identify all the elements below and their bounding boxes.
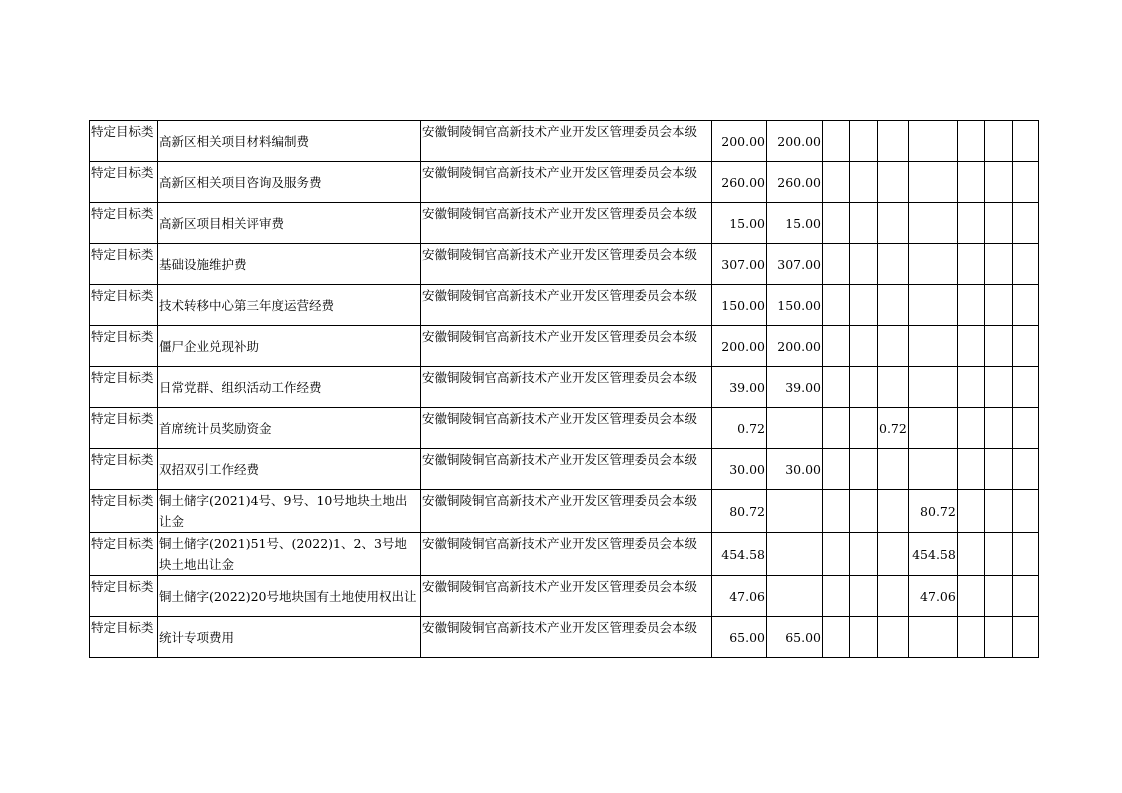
total-amount-cell: 260.00 [712, 162, 767, 203]
amount-cell-3 [850, 162, 878, 203]
category-cell: 特定目标类 [90, 533, 158, 576]
amount-cell-8 [1012, 121, 1038, 162]
amount-cell-4 [878, 244, 909, 285]
table-row [90, 326, 1039, 367]
amount-cell-8 [1012, 449, 1038, 490]
amount-cell-2 [823, 244, 850, 285]
unit-name-cell: 安徽铜陵铜官高新技术产业开发区管理委员会本级 [421, 617, 712, 658]
amount-cell-7 [984, 576, 1012, 617]
amount-cell-1: 39.00 [767, 367, 823, 408]
amount-cell-1: 15.00 [767, 203, 823, 244]
amount-cell-7 [984, 533, 1012, 576]
amount-cell-6 [957, 617, 984, 658]
unit-name-cell: 安徽铜陵铜官高新技术产业开发区管理委员会本级 [421, 244, 712, 285]
category-cell: 特定目标类 [90, 408, 158, 449]
amount-cell-7 [984, 449, 1012, 490]
amount-cell-1: 200.00 [767, 121, 823, 162]
unit-name-cell: 安徽铜陵铜官高新技术产业开发区管理委员会本级 [421, 326, 712, 367]
amount-cell-6 [957, 203, 984, 244]
amount-cell-5 [908, 367, 957, 408]
amount-cell-7 [984, 367, 1012, 408]
table-row [90, 617, 1039, 658]
amount-cell-3 [850, 367, 878, 408]
amount-cell-6 [957, 533, 984, 576]
amount-cell-2 [823, 285, 850, 326]
amount-cell-7 [984, 326, 1012, 367]
category-cell: 特定目标类 [90, 244, 158, 285]
category-cell: 特定目标类 [90, 367, 158, 408]
amount-cell-5 [908, 617, 957, 658]
table-row [90, 203, 1039, 244]
amount-cell-8 [1012, 162, 1038, 203]
table-row [90, 162, 1039, 203]
project-name-cell: 铜土储字(2022)20号地块国有土地使用权出让 [158, 576, 421, 617]
amount-cell-2 [823, 449, 850, 490]
total-amount-cell: 80.72 [712, 490, 767, 533]
amount-cell-1 [767, 576, 823, 617]
amount-cell-2 [823, 121, 850, 162]
total-amount-cell: 47.06 [712, 576, 767, 617]
project-name-cell: 统计专项费用 [158, 617, 421, 658]
table-row [90, 408, 1039, 449]
amount-cell-4 [878, 617, 909, 658]
amount-cell-1: 150.00 [767, 285, 823, 326]
unit-name-cell: 安徽铜陵铜官高新技术产业开发区管理委员会本级 [421, 449, 712, 490]
amount-cell-5 [908, 244, 957, 285]
amount-cell-7 [984, 408, 1012, 449]
table-row [90, 285, 1039, 326]
amount-cell-8 [1012, 326, 1038, 367]
amount-cell-1 [767, 490, 823, 533]
amount-cell-4 [878, 533, 909, 576]
amount-cell-8 [1012, 367, 1038, 408]
category-cell: 特定目标类 [90, 285, 158, 326]
project-name-cell: 基础设施维护费 [158, 244, 421, 285]
amount-cell-3 [850, 285, 878, 326]
total-amount-cell: 30.00 [712, 449, 767, 490]
amount-cell-7 [984, 121, 1012, 162]
amount-cell-8 [1012, 490, 1038, 533]
amount-cell-4: 0.72 [878, 408, 909, 449]
amount-cell-8 [1012, 408, 1038, 449]
amount-cell-7 [984, 617, 1012, 658]
amount-cell-2 [823, 162, 850, 203]
amount-cell-6 [957, 121, 984, 162]
amount-cell-4 [878, 326, 909, 367]
amount-cell-3 [850, 244, 878, 285]
amount-cell-3 [850, 490, 878, 533]
unit-name-cell: 安徽铜陵铜官高新技术产业开发区管理委员会本级 [421, 121, 712, 162]
amount-cell-2 [823, 367, 850, 408]
table-row [90, 490, 1039, 533]
amount-cell-5 [908, 285, 957, 326]
amount-cell-8 [1012, 617, 1038, 658]
table-row [90, 367, 1039, 408]
unit-name-cell: 安徽铜陵铜官高新技术产业开发区管理委员会本级 [421, 367, 712, 408]
unit-name-cell: 安徽铜陵铜官高新技术产业开发区管理委员会本级 [421, 490, 712, 533]
budget-table [89, 120, 1039, 658]
amount-cell-1: 260.00 [767, 162, 823, 203]
unit-name-cell: 安徽铜陵铜官高新技术产业开发区管理委员会本级 [421, 162, 712, 203]
amount-cell-7 [984, 244, 1012, 285]
amount-cell-3 [850, 533, 878, 576]
project-name-cell: 高新区项目相关评审费 [158, 203, 421, 244]
amount-cell-4 [878, 203, 909, 244]
amount-cell-5: 80.72 [908, 490, 957, 533]
amount-cell-2 [823, 490, 850, 533]
amount-cell-3 [850, 408, 878, 449]
amount-cell-4 [878, 162, 909, 203]
amount-cell-5 [908, 449, 957, 490]
amount-cell-7 [984, 162, 1012, 203]
amount-cell-8 [1012, 533, 1038, 576]
amount-cell-5 [908, 121, 957, 162]
project-name-cell: 首席统计员奖励资金 [158, 408, 421, 449]
table-row [90, 533, 1039, 576]
total-amount-cell: 39.00 [712, 367, 767, 408]
amount-cell-8 [1012, 244, 1038, 285]
category-cell: 特定目标类 [90, 121, 158, 162]
unit-name-cell: 安徽铜陵铜官高新技术产业开发区管理委员会本级 [421, 203, 712, 244]
total-amount-cell: 307.00 [712, 244, 767, 285]
amount-cell-8 [1012, 285, 1038, 326]
amount-cell-3 [850, 326, 878, 367]
category-cell: 特定目标类 [90, 490, 158, 533]
amount-cell-2 [823, 203, 850, 244]
amount-cell-6 [957, 285, 984, 326]
total-amount-cell: 65.00 [712, 617, 767, 658]
table-body [90, 121, 1039, 658]
category-cell: 特定目标类 [90, 162, 158, 203]
amount-cell-2 [823, 408, 850, 449]
amount-cell-4 [878, 449, 909, 490]
amount-cell-4 [878, 121, 909, 162]
unit-name-cell: 安徽铜陵铜官高新技术产业开发区管理委员会本级 [421, 533, 712, 576]
project-name-cell: 铜土储字(2021)4号、9号、10号地块土地出让金 [158, 490, 421, 533]
amount-cell-1: 30.00 [767, 449, 823, 490]
unit-name-cell: 安徽铜陵铜官高新技术产业开发区管理委员会本级 [421, 576, 712, 617]
amount-cell-4 [878, 490, 909, 533]
amount-cell-6 [957, 449, 984, 490]
amount-cell-3 [850, 121, 878, 162]
amount-cell-2 [823, 326, 850, 367]
project-name-cell: 高新区相关项目材料编制费 [158, 121, 421, 162]
amount-cell-5: 47.06 [908, 576, 957, 617]
project-name-cell: 高新区相关项目咨询及服务费 [158, 162, 421, 203]
amount-cell-2 [823, 533, 850, 576]
project-name-cell: 僵尸企业兑现补助 [158, 326, 421, 367]
amount-cell-6 [957, 408, 984, 449]
table-row [90, 244, 1039, 285]
amount-cell-2 [823, 576, 850, 617]
amount-cell-6 [957, 162, 984, 203]
amount-cell-6 [957, 490, 984, 533]
amount-cell-1: 65.00 [767, 617, 823, 658]
amount-cell-1 [767, 533, 823, 576]
amount-cell-6 [957, 367, 984, 408]
amount-cell-5: 454.58 [908, 533, 957, 576]
amount-cell-3 [850, 449, 878, 490]
amount-cell-1 [767, 408, 823, 449]
category-cell: 特定目标类 [90, 203, 158, 244]
amount-cell-3 [850, 203, 878, 244]
unit-name-cell: 安徽铜陵铜官高新技术产业开发区管理委员会本级 [421, 408, 712, 449]
category-cell: 特定目标类 [90, 617, 158, 658]
table-row [90, 449, 1039, 490]
amount-cell-5 [908, 326, 957, 367]
project-name-cell: 技术转移中心第三年度运营经费 [158, 285, 421, 326]
amount-cell-1: 200.00 [767, 326, 823, 367]
amount-cell-3 [850, 617, 878, 658]
amount-cell-5 [908, 203, 957, 244]
amount-cell-6 [957, 576, 984, 617]
total-amount-cell: 150.00 [712, 285, 767, 326]
project-name-cell: 双招双引工作经费 [158, 449, 421, 490]
amount-cell-7 [984, 285, 1012, 326]
amount-cell-2 [823, 617, 850, 658]
amount-cell-8 [1012, 203, 1038, 244]
project-name-cell: 日常党群、组织活动工作经费 [158, 367, 421, 408]
total-amount-cell: 200.00 [712, 121, 767, 162]
total-amount-cell: 200.00 [712, 326, 767, 367]
amount-cell-4 [878, 576, 909, 617]
unit-name-cell: 安徽铜陵铜官高新技术产业开发区管理委员会本级 [421, 285, 712, 326]
table-row [90, 576, 1039, 617]
amount-cell-3 [850, 576, 878, 617]
category-cell: 特定目标类 [90, 576, 158, 617]
total-amount-cell: 454.58 [712, 533, 767, 576]
amount-cell-5 [908, 408, 957, 449]
amount-cell-7 [984, 203, 1012, 244]
total-amount-cell: 0.72 [712, 408, 767, 449]
amount-cell-4 [878, 285, 909, 326]
amount-cell-6 [957, 244, 984, 285]
category-cell: 特定目标类 [90, 449, 158, 490]
amount-cell-7 [984, 490, 1012, 533]
project-name-cell: 铜土储字(2021)51号、(2022)1、2、3号地块土地出让金 [158, 533, 421, 576]
table-row [90, 121, 1039, 162]
amount-cell-8 [1012, 576, 1038, 617]
amount-cell-5 [908, 162, 957, 203]
category-cell: 特定目标类 [90, 326, 158, 367]
amount-cell-1: 307.00 [767, 244, 823, 285]
total-amount-cell: 15.00 [712, 203, 767, 244]
amount-cell-4 [878, 367, 909, 408]
amount-cell-6 [957, 326, 984, 367]
